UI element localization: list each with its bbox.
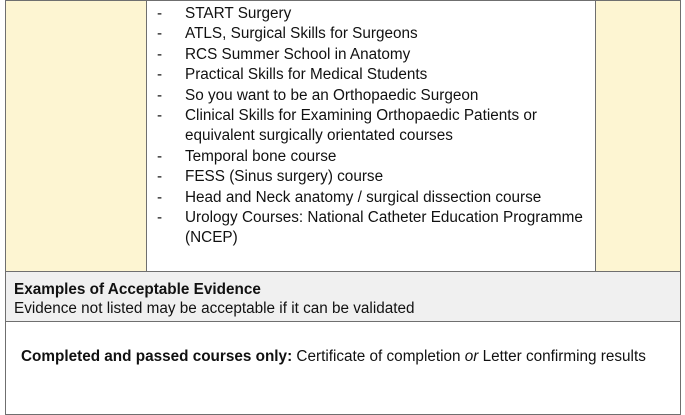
evidence-note: Evidence not listed may be acceptable if it can be validated <box>14 300 415 317</box>
evidence-text-part-1: Certificate of completion <box>292 348 465 365</box>
list-item: - So you want to be an Orthopaedic Surgeon <box>157 86 587 106</box>
evidence-header-row <box>6 272 681 322</box>
evidence-header-cell <box>6 272 681 322</box>
evidence-bold-lead: Completed and passed courses only: <box>21 348 293 365</box>
evidence-title: Examples of Acceptable Evidence <box>14 281 261 298</box>
requirements-table <box>5 0 681 415</box>
right-score-cell <box>596 1 681 272</box>
evidence-italic-or: or <box>464 348 479 365</box>
evidence-text-part-2: Letter confirming results <box>478 348 646 365</box>
list-item: - Head and Neck anatomy / surgical dissection course <box>157 188 587 208</box>
list-item: - RCS Summer School in Anatomy <box>157 45 587 65</box>
evidence-text <box>6 322 680 367</box>
list-item: - Practical Skills for Medical Students <box>157 65 587 85</box>
list-item: - Urology Courses: National Catheter Education Programme (NCEP) <box>157 208 587 249</box>
course-row <box>6 1 681 272</box>
left-criteria-cell <box>6 1 147 272</box>
list-item: - Temporal bone course <box>157 147 587 167</box>
evidence-body-row <box>6 322 681 415</box>
list-item: - ATLS, Surgical Skills for Surgeons <box>157 24 587 44</box>
course-list-cell <box>147 1 596 272</box>
list-item: - Clinical Skills for Examining Orthopaedic Patients or equivalent surgically orientated courses <box>157 106 587 147</box>
course-list <box>147 1 595 249</box>
list-item: - START Surgery <box>157 4 587 24</box>
list-item: - FESS (Sinus surgery) course <box>157 167 587 187</box>
evidence-body-cell <box>6 322 681 415</box>
